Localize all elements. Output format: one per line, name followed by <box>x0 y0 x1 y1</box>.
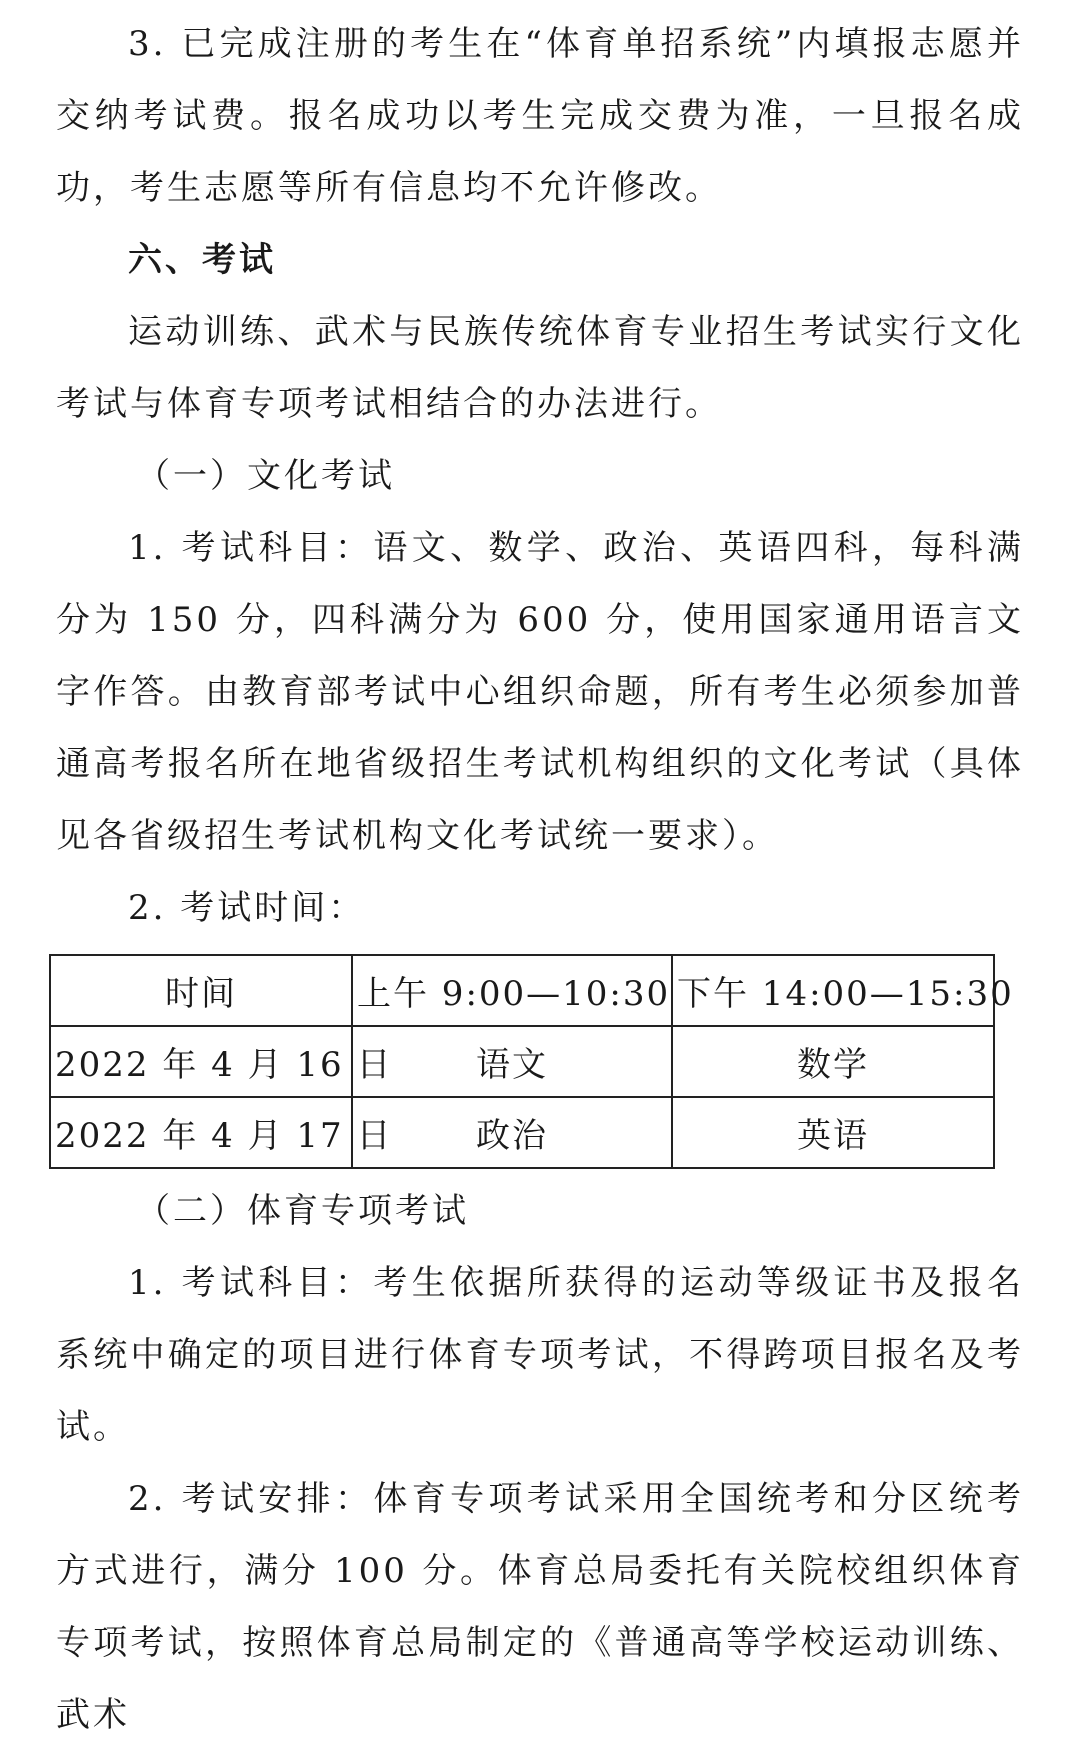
table-header-cell-time: 时间 <box>50 955 352 1026</box>
section-heading-exam: 六、考试 <box>128 240 276 280</box>
exam-schedule-table <box>49 954 1014 1169</box>
table-cell-morning-subject: 语文 <box>352 1026 672 1097</box>
table-header-cell-morning: 上午 9:00—10:30 <box>352 955 672 1026</box>
paragraph-exam-method: 运动训练、武术与民族传统体育专业招生考试实行文化考试与体育专项考试相结合的办法进行。 <box>56 312 1024 424</box>
paragraph-sports-arrangement: 2. 考试安排：体育专项考试采用全国统考和分区统考方式进行，满分 100 分。体育总局委托有关院校组织体育专项考试，按照体育总局制定的《普通高等学校运动训练、武术 <box>56 1479 1024 1735</box>
table-cell-date: 2022 年 4 月 16 日 <box>50 1026 352 1097</box>
table-cell-afternoon-subject: 数学 <box>672 1026 994 1097</box>
table-cell-date: 2022 年 4 月 17 日 <box>50 1097 352 1168</box>
table-header-cell-afternoon: 下午 14:00—15:30 <box>672 955 994 1026</box>
paragraph-sports-subjects: 1. 考试科目：考生依据所获得的运动等级证书及报名系统中确定的项目进行体育专项考试，不得跨项目报名及考试。 <box>56 1263 1024 1447</box>
subsection-heading-culture-exam: （一）文化考试 <box>136 456 395 496</box>
paragraph-exam-time: 2. 考试时间： <box>128 888 366 928</box>
table-header-row <box>50 955 994 1026</box>
table-row <box>50 1026 994 1097</box>
subsection-heading-sports-exam: （二）体育专项考试 <box>136 1191 469 1231</box>
table-row <box>50 1097 994 1168</box>
table-cell-morning-subject: 政治 <box>352 1097 672 1168</box>
table-cell-afternoon-subject: 英语 <box>672 1097 994 1168</box>
paragraph-exam-subjects: 1. 考试科目：语文、数学、政治、英语四科，每科满分为 150 分，四科满分为 600 分，使用国家通用语言文字作答。由教育部考试中心组织命题，所有考生必须参加普通高考报名所在地省级招生考试机构组织的文化考试（具体见各省级招生考试机构文化考试统一要求）。 <box>56 528 1024 856</box>
paragraph-registration-fee: 3. 已完成注册的考生在“体育单招系统”内填报志愿并交纳考试费。报名成功以考生完成交费为准，一旦报名成功，考生志愿等所有信息均不允许修改。 <box>56 24 1024 208</box>
